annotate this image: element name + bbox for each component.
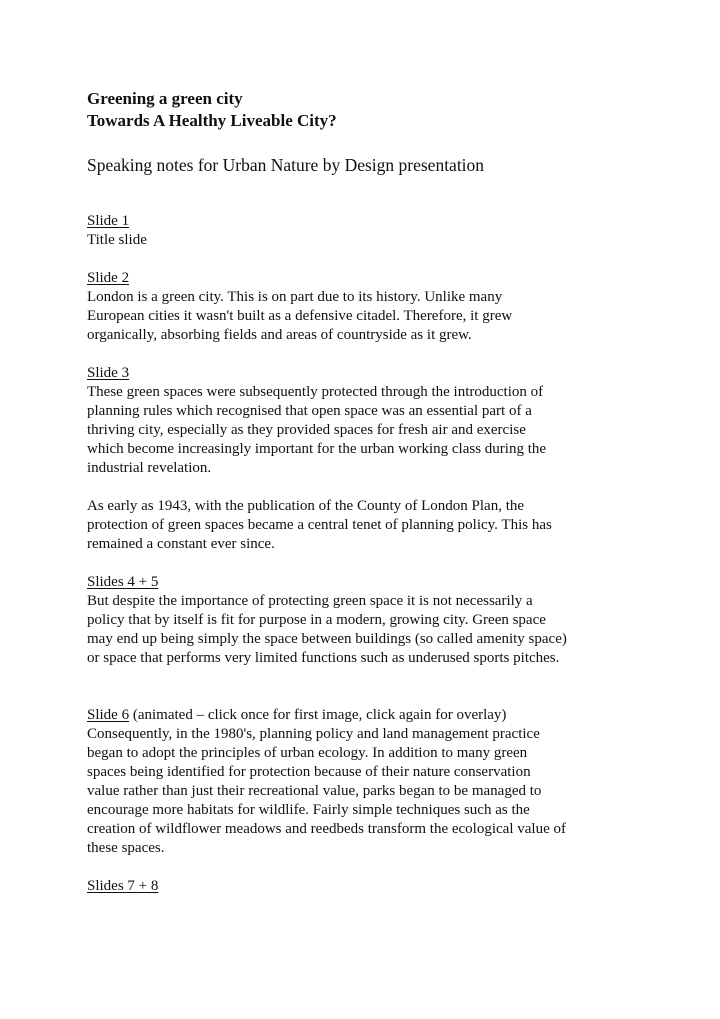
section-slides-4-5 xyxy=(87,573,647,668)
title-line-2: Towards A Healthy Liveable City? xyxy=(87,111,337,130)
section-text: As early as 1943, with the publication of the County of London Plan, the protection of green spaces became a central tenet of planning policy. This has remained a constant ever since. xyxy=(87,498,552,552)
section-text: But despite the importance of protecting green space it is not necessarily a policy that by itself is fit for purpose in a modern, growing city. Green space may end up being simply the space between buildings (so called amenity space) or space that performs very limited functions such as underused sports pitches. xyxy=(87,593,567,666)
section-slide-3 xyxy=(87,364,647,478)
section-paragraph xyxy=(87,497,647,554)
slide-heading: Slide 3 xyxy=(87,365,130,381)
document-title xyxy=(87,88,647,132)
document-page xyxy=(87,88,647,896)
slide-heading: Slide 6 xyxy=(87,707,130,723)
document-subtitle: Speaking notes for Urban Nature by Design presentation xyxy=(87,155,485,175)
section-text: Consequently, in the 1980's, planning policy and land management practice began to adopt the principles of urban ecology. In addition to many green spaces being identified for protection because of their nature conservation value rather than just their recreational value, parks began to be managed to encourage more habitats for wildlife. Fairly simple techniques such as the creation of wildflower meadows and reedbeds transform the ecological value of these spaces. xyxy=(87,726,566,856)
section-slide-2 xyxy=(87,269,647,345)
slide-heading: Slide 1 xyxy=(87,213,130,229)
slide-heading: Slides 4 + 5 xyxy=(87,574,159,590)
section-slide-6 xyxy=(87,706,647,858)
slide-note: (animated – click once for first image, click again for overlay) xyxy=(129,707,507,723)
slide-heading: Slides 7 + 8 xyxy=(87,878,159,894)
section-text: These green spaces were subsequently protected through the introduction of planning rules which recognised that open space was an essential part of a thriving city, especially as they provided spaces for fresh air and exercise which become increasingly important for the urban working class during the industrial revelation. xyxy=(87,384,547,476)
section-slide-1 xyxy=(87,212,647,250)
slide-heading: Slide 2 xyxy=(87,270,130,286)
section-text: Title slide xyxy=(87,232,147,248)
title-line-1: Greening a green city xyxy=(87,89,243,108)
section-slides-7-8 xyxy=(87,877,647,896)
section-text: London is a green city. This is on part due to its history. Unlike many European cities it wasn't built as a defensive citadel. Therefore, it grew organically, absorbing fields and areas of countryside as it grew. xyxy=(87,289,513,343)
